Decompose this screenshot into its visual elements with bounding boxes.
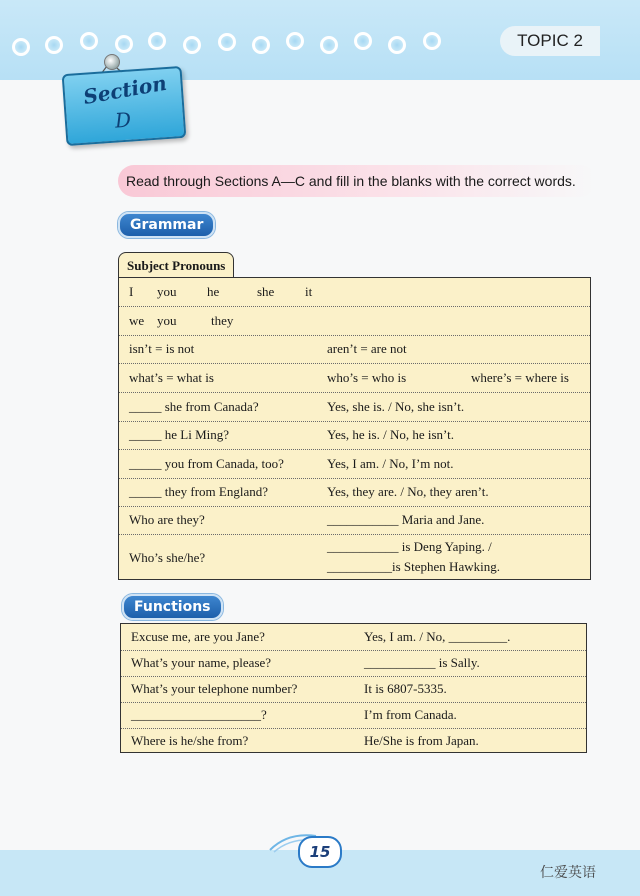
table-row (119, 534, 590, 581)
left-cell: _____ she from Canada? (129, 398, 259, 414)
functions-table (120, 623, 587, 753)
right-cell: ___________ Maria and Jane. (327, 512, 485, 527)
right-extra-cell: __________is Stephen Hawking. (327, 559, 500, 574)
left-cell: Where is he/she from? (131, 733, 249, 748)
left-cell: what’s = what is (129, 369, 214, 385)
table-row (119, 392, 590, 422)
right-cell: aren’t = are not (327, 341, 407, 356)
table-row (121, 702, 586, 729)
watermark-text: 仁爱英语 (540, 865, 596, 881)
decor-circle-icon (320, 36, 338, 54)
left-cell: we (129, 312, 145, 328)
right-cell: Yes, he is. / No, he isn’t. (327, 427, 455, 442)
decor-circle-icon (80, 32, 98, 50)
right-extra-cell: where’s = where is (471, 369, 569, 385)
left-cell: it (305, 284, 313, 299)
decor-circle-icon (115, 35, 133, 53)
table-row (121, 676, 586, 703)
decor-circle-icon (218, 33, 236, 51)
table-row (121, 650, 586, 677)
left-cell: _____ you from Canada, too? (129, 455, 284, 471)
grammar-table (118, 277, 591, 580)
right-cell: ___________ is Sally. (364, 655, 480, 670)
right-cell: He/She is from Japan. (364, 733, 479, 748)
table-row (119, 335, 590, 364)
left-cell: isn’t = is not (129, 341, 195, 356)
section-badge (62, 66, 187, 146)
left-cell: _____ they from England? (129, 484, 268, 499)
pin-icon (104, 54, 120, 70)
left-cell: ____________________? (131, 707, 267, 722)
table-row (119, 278, 590, 307)
left-cell: you (157, 284, 177, 299)
decor-circle-icon (388, 36, 406, 54)
right-cell: ___________ is Deng Yaping. / (327, 539, 492, 554)
table-row (121, 728, 586, 754)
page-number: 15 (298, 836, 342, 868)
decor-circle-icon (423, 32, 441, 50)
decor-circle-icon (12, 38, 30, 56)
decor-circle-icon (252, 36, 270, 54)
decor-circle-icon (354, 32, 372, 50)
left-cell: _____ he Li Ming? (129, 427, 230, 442)
table-row (119, 306, 590, 336)
right-cell: I’m from Canada. (364, 707, 457, 722)
table-row (119, 421, 590, 450)
table-row (119, 506, 590, 535)
right-cell: Yes, she is. / No, she isn’t. (327, 398, 465, 414)
right-cell: who’s = who is (327, 369, 407, 385)
right-cell: It is 6807-5335. (364, 681, 447, 696)
left-cell: Who are they? (129, 512, 205, 527)
left-cell: Excuse me, are you Jane? (131, 629, 265, 644)
left-cell: he (207, 284, 220, 299)
left-cell: she (257, 284, 275, 299)
section-word: Section (81, 70, 169, 110)
left-cell: What’s your telephone number? (131, 681, 298, 696)
left-cell: Who’s she/he? (129, 549, 206, 565)
table-row (119, 478, 590, 507)
section-letter: D (114, 107, 132, 133)
functions-heading: Functions (122, 594, 223, 620)
table-row (121, 624, 586, 651)
grammar-heading: Grammar (118, 212, 215, 238)
left-cell: they (211, 312, 234, 328)
right-cell: Yes, they are. / No, they aren’t. (327, 484, 489, 499)
decor-circle-icon (183, 36, 201, 54)
left-cell: What’s your name, please? (131, 655, 272, 670)
left-cell: I (129, 284, 134, 299)
left-cell: you (157, 312, 177, 328)
decor-circle-icon (45, 36, 63, 54)
right-cell: Yes, I am. / No, I’m not. (327, 455, 454, 471)
subject-pronouns-title: Subject Pronouns (118, 252, 234, 279)
table-row (119, 449, 590, 479)
decor-circle-icon (148, 32, 166, 50)
decor-circle-icon (286, 32, 304, 50)
right-cell: Yes, I am. / No, _________. (364, 629, 511, 644)
topic-label: TOPIC 2 (500, 26, 600, 56)
instruction-text: Read through Sections A—C and fill in the blanks with the correct words. (118, 165, 596, 197)
table-row (119, 363, 590, 393)
